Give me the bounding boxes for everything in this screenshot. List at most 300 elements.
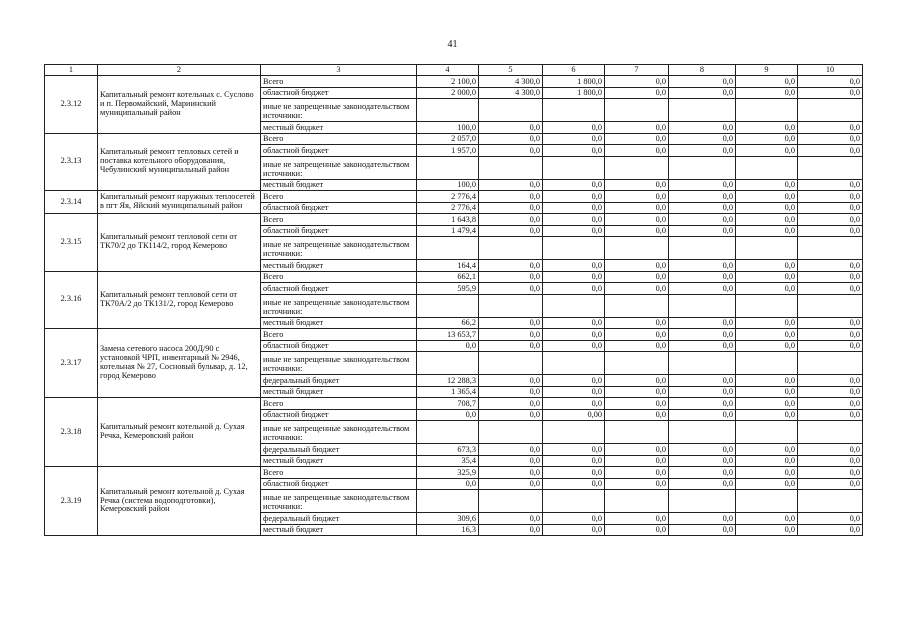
amount-cell: 1 643,8 — [417, 214, 479, 226]
item-name: Капитальный ремонт котельной д. Сухая Речка (система водоподготовки), Кемеровский район — [98, 467, 261, 536]
amount-cell: 0,0 — [736, 191, 798, 203]
amount-cell: 12 288,3 — [417, 375, 479, 387]
amount-cell: 0,0 — [736, 513, 798, 525]
amount-cell: 0,0 — [798, 444, 863, 456]
amount-cell: 0,0 — [543, 317, 605, 329]
funding-source-label: областной бюджет — [261, 283, 417, 295]
amount-cell: 309,6 — [417, 513, 479, 525]
amount-cell — [543, 352, 605, 375]
amount-cell: 0,00 — [543, 409, 605, 421]
column-header: 6 — [543, 65, 605, 76]
table-row — [45, 329, 863, 341]
amount-cell — [417, 490, 479, 513]
amount-cell: 0,0 — [479, 317, 543, 329]
amount-cell: 0,0 — [543, 386, 605, 398]
amount-cell: 0,0 — [543, 179, 605, 191]
amount-cell — [417, 99, 479, 122]
amount-cell: 2 000,0 — [417, 87, 479, 99]
amount-cell: 0,0 — [479, 133, 543, 145]
table-row — [45, 191, 863, 203]
amount-cell: 0,0 — [605, 375, 669, 387]
amount-cell: 0,0 — [669, 478, 736, 490]
amount-cell: 2 100,0 — [417, 76, 479, 88]
amount-cell: 1 957,0 — [417, 145, 479, 157]
funding-source-label: областной бюджет — [261, 145, 417, 157]
funding-source-label: федеральный бюджет — [261, 375, 417, 387]
amount-cell: 66,2 — [417, 317, 479, 329]
column-header: 10 — [798, 65, 863, 76]
amount-cell: 0,0 — [605, 340, 669, 352]
amount-cell: 1 800,0 — [543, 76, 605, 88]
amount-cell: 0,0 — [798, 283, 863, 295]
amount-cell: 0,0 — [736, 398, 798, 410]
amount-cell: 662,1 — [417, 271, 479, 283]
amount-cell: 673,3 — [417, 444, 479, 456]
amount-cell: 2 776,4 — [417, 202, 479, 214]
amount-cell: 0,0 — [669, 76, 736, 88]
amount-cell: 0,0 — [605, 455, 669, 467]
amount-cell: 0,0 — [479, 179, 543, 191]
amount-cell: 0,0 — [798, 87, 863, 99]
amount-cell: 0,0 — [798, 271, 863, 283]
amount-cell: 0,0 — [543, 478, 605, 490]
funding-source-label: Всего — [261, 398, 417, 410]
amount-cell: 0,0 — [605, 122, 669, 134]
amount-cell: 0,0 — [669, 524, 736, 536]
amount-cell: 0,0 — [669, 133, 736, 145]
amount-cell: 0,0 — [736, 271, 798, 283]
amount-cell: 0,0 — [798, 133, 863, 145]
amount-cell: 0,0 — [605, 214, 669, 226]
amount-cell: 0,0 — [605, 283, 669, 295]
amount-cell: 100,0 — [417, 122, 479, 134]
amount-cell: 0,0 — [543, 225, 605, 237]
amount-cell: 0,0 — [798, 329, 863, 341]
amount-cell — [417, 156, 479, 179]
item-number: 2.3.17 — [45, 329, 98, 398]
amount-cell: 0,0 — [479, 513, 543, 525]
amount-cell: 0,0 — [798, 398, 863, 410]
amount-cell — [736, 99, 798, 122]
amount-cell: 0,0 — [479, 409, 543, 421]
amount-cell — [605, 237, 669, 260]
amount-cell — [543, 156, 605, 179]
amount-cell: 0,0 — [543, 329, 605, 341]
amount-cell: 0,0 — [605, 444, 669, 456]
amount-cell: 100,0 — [417, 179, 479, 191]
amount-cell — [543, 237, 605, 260]
amount-cell: 0,0 — [669, 467, 736, 479]
amount-cell: 0,0 — [543, 283, 605, 295]
amount-cell — [479, 237, 543, 260]
amount-cell: 0,0 — [543, 145, 605, 157]
amount-cell — [669, 352, 736, 375]
amount-cell: 0,0 — [798, 409, 863, 421]
funding-source-label: Всего — [261, 329, 417, 341]
amount-cell — [543, 294, 605, 317]
amount-cell: 0,0 — [669, 225, 736, 237]
amount-cell: 13 653,7 — [417, 329, 479, 341]
amount-cell: 0,0 — [479, 467, 543, 479]
amount-cell — [798, 352, 863, 375]
amount-cell: 0,0 — [479, 375, 543, 387]
amount-cell: 0,0 — [669, 340, 736, 352]
amount-cell: 0,0 — [605, 478, 669, 490]
amount-cell: 0,0 — [479, 214, 543, 226]
amount-cell: 0,0 — [669, 513, 736, 525]
amount-cell: 0,0 — [798, 225, 863, 237]
amount-cell: 0,0 — [669, 271, 736, 283]
amount-cell: 0,0 — [669, 398, 736, 410]
column-header: 9 — [736, 65, 798, 76]
amount-cell — [736, 352, 798, 375]
amount-cell: 0,0 — [798, 122, 863, 134]
amount-cell: 0,0 — [669, 214, 736, 226]
amount-cell: 0,0 — [798, 191, 863, 203]
funding-source-label: местный бюджет — [261, 179, 417, 191]
amount-cell: 0,0 — [479, 202, 543, 214]
amount-cell: 0,0 — [798, 524, 863, 536]
item-name: Капитальный ремонт тепловой сети от ТК70А/2 до ТК131/2, город Кемерово — [98, 271, 261, 329]
funding-source-label: Всего — [261, 214, 417, 226]
amount-cell — [736, 156, 798, 179]
amount-cell — [479, 490, 543, 513]
amount-cell: 0,0 — [798, 386, 863, 398]
amount-cell — [669, 421, 736, 444]
amount-cell: 0,0 — [669, 444, 736, 456]
amount-cell: 0,0 — [479, 260, 543, 272]
amount-cell: 0,0 — [543, 271, 605, 283]
funding-source-label: областной бюджет — [261, 478, 417, 490]
amount-cell: 595,9 — [417, 283, 479, 295]
column-header: 8 — [669, 65, 736, 76]
funding-source-label: иные не запрещенные законодательством источники: — [261, 294, 417, 317]
amount-cell: 0,0 — [669, 87, 736, 99]
amount-cell — [605, 421, 669, 444]
amount-cell: 1 365,4 — [417, 386, 479, 398]
amount-cell: 1 479,4 — [417, 225, 479, 237]
funding-source-label: областной бюджет — [261, 87, 417, 99]
amount-cell: 0,0 — [543, 444, 605, 456]
amount-cell — [417, 352, 479, 375]
amount-cell: 0,0 — [605, 87, 669, 99]
amount-cell: 2 057,0 — [417, 133, 479, 145]
amount-cell — [479, 294, 543, 317]
page-number: 41 — [447, 39, 458, 50]
amount-cell: 0,0 — [543, 513, 605, 525]
amount-cell — [605, 99, 669, 122]
funding-source-label: иные не запрещенные законодательством источники: — [261, 490, 417, 513]
amount-cell: 0,0 — [736, 87, 798, 99]
amount-cell: 0,0 — [669, 329, 736, 341]
column-header: 7 — [605, 65, 669, 76]
amount-cell: 0,0 — [605, 467, 669, 479]
item-name: Капитальный ремонт наружных теплосетей в пгт Яя, Яйский муниципальный район — [98, 191, 261, 214]
amount-cell — [605, 352, 669, 375]
amount-cell: 4 300,0 — [479, 87, 543, 99]
amount-cell: 0,0 — [736, 317, 798, 329]
amount-cell: 0,0 — [479, 524, 543, 536]
funding-source-label: иные не запрещенные законодательством источники: — [261, 99, 417, 122]
amount-cell: 0,0 — [417, 478, 479, 490]
amount-cell: 0,0 — [798, 455, 863, 467]
amount-cell: 0,0 — [479, 340, 543, 352]
amount-cell: 325,9 — [417, 467, 479, 479]
amount-cell — [479, 421, 543, 444]
amount-cell: 0,0 — [479, 329, 543, 341]
amount-cell: 0,0 — [605, 260, 669, 272]
column-header: 4 — [417, 65, 479, 76]
amount-cell: 0,0 — [669, 409, 736, 421]
amount-cell: 4 300,0 — [479, 76, 543, 88]
amount-cell: 0,0 — [605, 513, 669, 525]
column-number-row — [45, 65, 863, 76]
amount-cell — [798, 421, 863, 444]
amount-cell: 0,0 — [605, 386, 669, 398]
amount-cell: 0,0 — [605, 329, 669, 341]
amount-cell: 0,0 — [543, 214, 605, 226]
amount-cell: 0,0 — [798, 260, 863, 272]
amount-cell: 0,0 — [543, 202, 605, 214]
amount-cell: 0,0 — [736, 524, 798, 536]
item-name: Капитальный ремонт тепловых сетей и поставка котельного оборудования, Чебулинский муниципальный район — [98, 133, 261, 191]
amount-cell — [798, 294, 863, 317]
amount-cell: 0,0 — [543, 524, 605, 536]
amount-cell — [605, 294, 669, 317]
amount-cell — [736, 490, 798, 513]
funding-source-label: Всего — [261, 76, 417, 88]
amount-cell: 0,0 — [479, 444, 543, 456]
item-number: 2.3.12 — [45, 76, 98, 134]
table-row — [45, 214, 863, 226]
amount-cell: 0,0 — [736, 375, 798, 387]
funding-source-label: иные не запрещенные законодательством источники: — [261, 156, 417, 179]
amount-cell: 0,0 — [605, 524, 669, 536]
amount-cell: 0,0 — [736, 145, 798, 157]
funding-source-label: Всего — [261, 133, 417, 145]
amount-cell: 0,0 — [479, 478, 543, 490]
amount-cell: 0,0 — [605, 179, 669, 191]
amount-cell: 164,4 — [417, 260, 479, 272]
table-row — [45, 76, 863, 88]
amount-cell: 0,0 — [669, 145, 736, 157]
funding-source-label: областной бюджет — [261, 225, 417, 237]
amount-cell — [417, 237, 479, 260]
amount-cell: 0,0 — [798, 478, 863, 490]
amount-cell: 0,0 — [479, 398, 543, 410]
amount-cell: 2 776,4 — [417, 191, 479, 203]
amount-cell: 0,0 — [798, 76, 863, 88]
amount-cell: 0,0 — [669, 260, 736, 272]
funding-source-label: иные не запрещенные законодательством источники: — [261, 352, 417, 375]
amount-cell — [798, 99, 863, 122]
funding-source-label: областной бюджет — [261, 202, 417, 214]
amount-cell: 0,0 — [736, 260, 798, 272]
amount-cell: 0,0 — [605, 202, 669, 214]
amount-cell: 0,0 — [798, 145, 863, 157]
amount-cell — [479, 156, 543, 179]
column-header: 1 — [45, 65, 98, 76]
amount-cell — [479, 352, 543, 375]
amount-cell: 708,7 — [417, 398, 479, 410]
amount-cell: 0,0 — [479, 225, 543, 237]
item-name: Капитальный ремонт котельных с. Суслово и п. Первомайский, Мариинский муниципальный район — [98, 76, 261, 134]
amount-cell — [736, 294, 798, 317]
amount-cell: 0,0 — [543, 398, 605, 410]
column-header: 2 — [98, 65, 261, 76]
item-number: 2.3.18 — [45, 398, 98, 467]
funding-source-label: Всего — [261, 271, 417, 283]
amount-cell — [605, 490, 669, 513]
amount-cell: 0,0 — [798, 202, 863, 214]
amount-cell: 0,0 — [417, 340, 479, 352]
table-row — [45, 467, 863, 479]
amount-cell: 0,0 — [736, 340, 798, 352]
amount-cell: 0,0 — [605, 409, 669, 421]
amount-cell: 0,0 — [798, 340, 863, 352]
item-name: Замена сетевого насоса 200Д/90 с установкой ЧРП, инвентарный № 2946, котельная № 27, Сосновый бульвар, д. 12, город Кемерово — [98, 329, 261, 398]
funding-source-label: местный бюджет — [261, 122, 417, 134]
amount-cell: 0,0 — [736, 225, 798, 237]
amount-cell: 0,0 — [605, 317, 669, 329]
table-body — [45, 65, 863, 536]
amount-cell — [669, 294, 736, 317]
amount-cell — [798, 156, 863, 179]
amount-cell — [417, 294, 479, 317]
amount-cell: 0,0 — [543, 260, 605, 272]
amount-cell: 0,0 — [543, 191, 605, 203]
amount-cell: 0,0 — [605, 398, 669, 410]
amount-cell: 0,0 — [479, 122, 543, 134]
amount-cell — [669, 99, 736, 122]
funding-source-label: областной бюджет — [261, 409, 417, 421]
amount-cell: 0,0 — [736, 214, 798, 226]
amount-cell: 0,0 — [669, 202, 736, 214]
funding-source-label: местный бюджет — [261, 386, 417, 398]
amount-cell: 0,0 — [605, 76, 669, 88]
amount-cell — [417, 421, 479, 444]
amount-cell — [669, 156, 736, 179]
amount-cell — [736, 421, 798, 444]
amount-cell: 0,0 — [669, 179, 736, 191]
funding-source-label: иные не запрещенные законодательством источники: — [261, 237, 417, 260]
amount-cell: 0,0 — [669, 317, 736, 329]
amount-cell: 0,0 — [669, 191, 736, 203]
funding-source-label: местный бюджет — [261, 455, 417, 467]
amount-cell: 0,0 — [798, 467, 863, 479]
item-number: 2.3.14 — [45, 191, 98, 214]
amount-cell: 0,0 — [605, 145, 669, 157]
item-number: 2.3.13 — [45, 133, 98, 191]
amount-cell: 0,0 — [605, 271, 669, 283]
amount-cell: 0,0 — [543, 467, 605, 479]
funding-source-label: Всего — [261, 191, 417, 203]
funding-source-label: местный бюджет — [261, 317, 417, 329]
amount-cell: 0,0 — [798, 513, 863, 525]
amount-cell: 0,0 — [736, 329, 798, 341]
amount-cell: 0,0 — [605, 191, 669, 203]
amount-cell — [543, 490, 605, 513]
column-header: 5 — [479, 65, 543, 76]
item-name: Капитальный ремонт тепловой сети от ТК70/2 до ТК114/2, город Кемерово — [98, 214, 261, 272]
amount-cell: 0,0 — [669, 375, 736, 387]
amount-cell — [736, 237, 798, 260]
amount-cell: 0,0 — [543, 340, 605, 352]
amount-cell — [798, 237, 863, 260]
amount-cell: 0,0 — [543, 455, 605, 467]
amount-cell: 0,0 — [543, 375, 605, 387]
amount-cell: 0,0 — [543, 122, 605, 134]
amount-cell: 0,0 — [543, 133, 605, 145]
amount-cell: 16,3 — [417, 524, 479, 536]
amount-cell: 0,0 — [736, 386, 798, 398]
table-row — [45, 133, 863, 145]
amount-cell — [798, 490, 863, 513]
amount-cell: 0,0 — [669, 386, 736, 398]
amount-cell: 1 800,0 — [543, 87, 605, 99]
table-row — [45, 398, 863, 410]
amount-cell: 0,0 — [736, 122, 798, 134]
funding-table — [44, 64, 863, 536]
amount-cell: 0,0 — [736, 409, 798, 421]
amount-cell: 0,0 — [605, 225, 669, 237]
item-number: 2.3.16 — [45, 271, 98, 329]
amount-cell: 0,0 — [736, 444, 798, 456]
item-number: 2.3.19 — [45, 467, 98, 536]
amount-cell — [605, 156, 669, 179]
column-header: 3 — [261, 65, 417, 76]
funding-source-label: федеральный бюджет — [261, 513, 417, 525]
amount-cell: 0,0 — [669, 283, 736, 295]
amount-cell: 0,0 — [736, 202, 798, 214]
amount-cell: 0,0 — [736, 76, 798, 88]
funding-source-label: Всего — [261, 467, 417, 479]
item-name: Капитальный ремонт котельной д. Сухая Речка, Кемеровский район — [98, 398, 261, 467]
amount-cell: 0,0 — [605, 133, 669, 145]
amount-cell: 0,0 — [736, 283, 798, 295]
amount-cell: 0,0 — [736, 455, 798, 467]
amount-cell: 0,0 — [798, 317, 863, 329]
amount-cell: 0,0 — [736, 478, 798, 490]
amount-cell — [669, 237, 736, 260]
amount-cell — [543, 421, 605, 444]
amount-cell: 35,4 — [417, 455, 479, 467]
amount-cell: 0,0 — [736, 467, 798, 479]
amount-cell: 0,0 — [479, 455, 543, 467]
funding-source-label: местный бюджет — [261, 524, 417, 536]
amount-cell: 0,0 — [798, 214, 863, 226]
amount-cell: 0,0 — [479, 386, 543, 398]
table-row — [45, 271, 863, 283]
item-number: 2.3.15 — [45, 214, 98, 272]
amount-cell: 0,0 — [417, 409, 479, 421]
amount-cell: 0,0 — [736, 179, 798, 191]
amount-cell: 0,0 — [479, 145, 543, 157]
amount-cell: 0,0 — [479, 283, 543, 295]
amount-cell — [543, 99, 605, 122]
amount-cell: 0,0 — [669, 455, 736, 467]
amount-cell: 0,0 — [736, 133, 798, 145]
amount-cell: 0,0 — [798, 375, 863, 387]
amount-cell: 0,0 — [798, 179, 863, 191]
amount-cell: 0,0 — [669, 122, 736, 134]
amount-cell: 0,0 — [479, 271, 543, 283]
amount-cell: 0,0 — [479, 191, 543, 203]
funding-source-label: областной бюджет — [261, 340, 417, 352]
amount-cell — [669, 490, 736, 513]
funding-source-label: федеральный бюджет — [261, 444, 417, 456]
funding-source-label: иные не запрещенные законодательством источники: — [261, 421, 417, 444]
